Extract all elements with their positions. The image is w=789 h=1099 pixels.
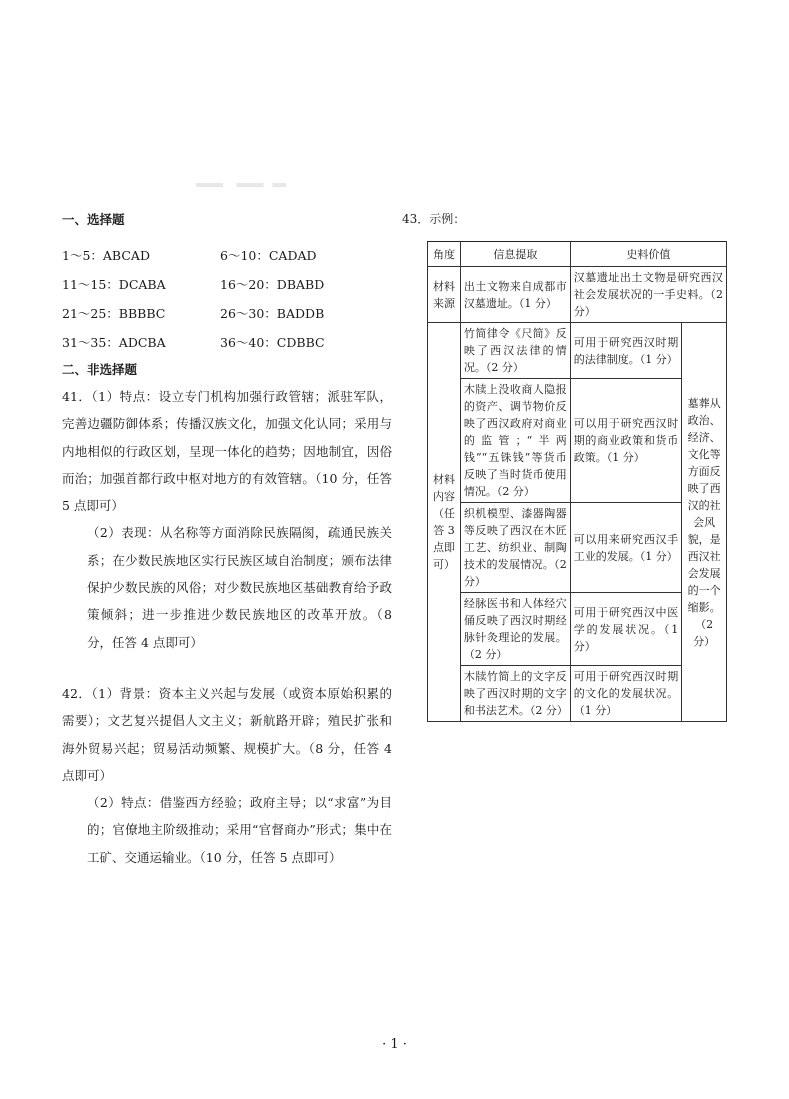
source-label: 材料来源 [428,267,461,323]
answer-grid [62,240,392,356]
header-info: 信息提取 [460,242,570,267]
source-value: 汉墓遗址出土文物是研究西汉社会发展状况的一手史料。（2 分） [570,267,726,323]
header-angle: 角度 [428,242,461,267]
source-info: 出土文物来自成都市汉墓遗址。（1 分） [460,267,570,323]
content-info: 经脉医书和人体经穴俑反映了西汉时期经脉针灸理论的发展。（2 分） [460,593,570,666]
faint-header-marks [196,183,286,187]
content-info: 木牍竹简上的文字反映了西汉时期的文字和书法艺术。（2 分） [460,666,570,722]
q43-table [427,241,727,722]
answer-cell: 16～20：DBABD [220,276,325,292]
content-value: 可用于研究西汉时期的法律制度。（1 分） [570,323,682,379]
q43-label: 43．示例： [402,212,466,226]
q41-part1: 41．（1）特点：设立专门机构加强行政管辖；派驻军队，完善边疆防御体系；传播汉族文化，加强文化认同；采用与内地相似的行政区划，呈现一体化的趋势；因地制宜，因俗而治；加强首都行政中枢对地方的有效管辖。（10 分，任答 5 点即可） [62,389,392,514]
section-title-nonchoice: 二、非选择题 [62,362,138,377]
answer-cell: 26～30：BADDB [220,305,325,321]
answer-cell: 31～35：ADCBA [62,334,166,350]
answer-cell: 11～15：DCABA [62,276,166,292]
answer-row [62,298,392,327]
content-info: 木牍上没收商人隐报的资产、调节物价反映了西汉政府对商业的监管；“半两钱”“五铢钱”等货币反映了当时货币使用情况。（2 分） [460,379,570,503]
q42-part1: 42．（1）背景：资本主义兴起与发展（或资本原始积累的需要）；文艺复兴提倡人文主义；新航路开辟；殖民扩张和海外贸易兴起；贸易活动频繁、规模扩大。（8 分，任答 4 点即可） [62,686,392,783]
q42-part2: （2）特点：借鉴西方经验；政府主导；以“求富”为目的；官僚地主阶级推动；采用“官督商办”形式；集中在工矿、交通运输业。（10 分，任答 5 点即可） [87,795,392,865]
answer-cell: 6～10：CADAD [220,247,317,263]
content-value: 可以用来研究西汉手工业的发展。（1 分） [570,503,682,593]
q41-part2: （2）表现：从名称等方面消除民族隔阂，疏通民族关系；在少数民族地区实行民族区域自治制度；颁布法律保护少数民族的风俗；对少数民族地区基础教育给予政策倾斜；进一步推进少数民族地区的改革开放。（8 分，任答 4 点即可） [87,525,392,650]
answer-row [62,269,392,298]
question-42 [62,680,392,871]
content-value: 可用于研究西汉时期的文化的发展状况。（1 分） [570,666,682,722]
answer-row [62,240,392,269]
section-title-choice: 一、选择题 [62,212,125,227]
page-number: · 1 · [382,1037,407,1052]
summary-cell: 墓葬从政治、经济、文化等方面反映了西汉的社会风貌，是西汉社会发展的一个缩影。（2 分） [682,323,727,722]
content-info: 织机模型、漆器陶器等反映了西汉在木匠工艺、纺织业、制陶技术的发展情况。（2 分） [460,503,570,593]
answer-cell: 36～40：CDBBC [220,334,325,350]
question-41 [62,383,392,656]
answer-row [62,327,392,356]
answer-cell: 21～25：BBBBC [62,305,166,321]
header-value: 史料价值 [570,242,726,267]
content-value: 可以用于研究西汉时期的商业政策和货币政策。（1 分） [570,379,682,503]
answer-cell: 1～5：ABCAD [62,247,150,263]
content-label: 材料内容（任答 3 点即可） [428,323,461,722]
content-info: 竹简律令《尺简》反映了西汉法律的情况。（2 分） [460,323,570,379]
content-value: 可用于研究西汉中医学的发展状况。（1 分） [570,593,682,666]
